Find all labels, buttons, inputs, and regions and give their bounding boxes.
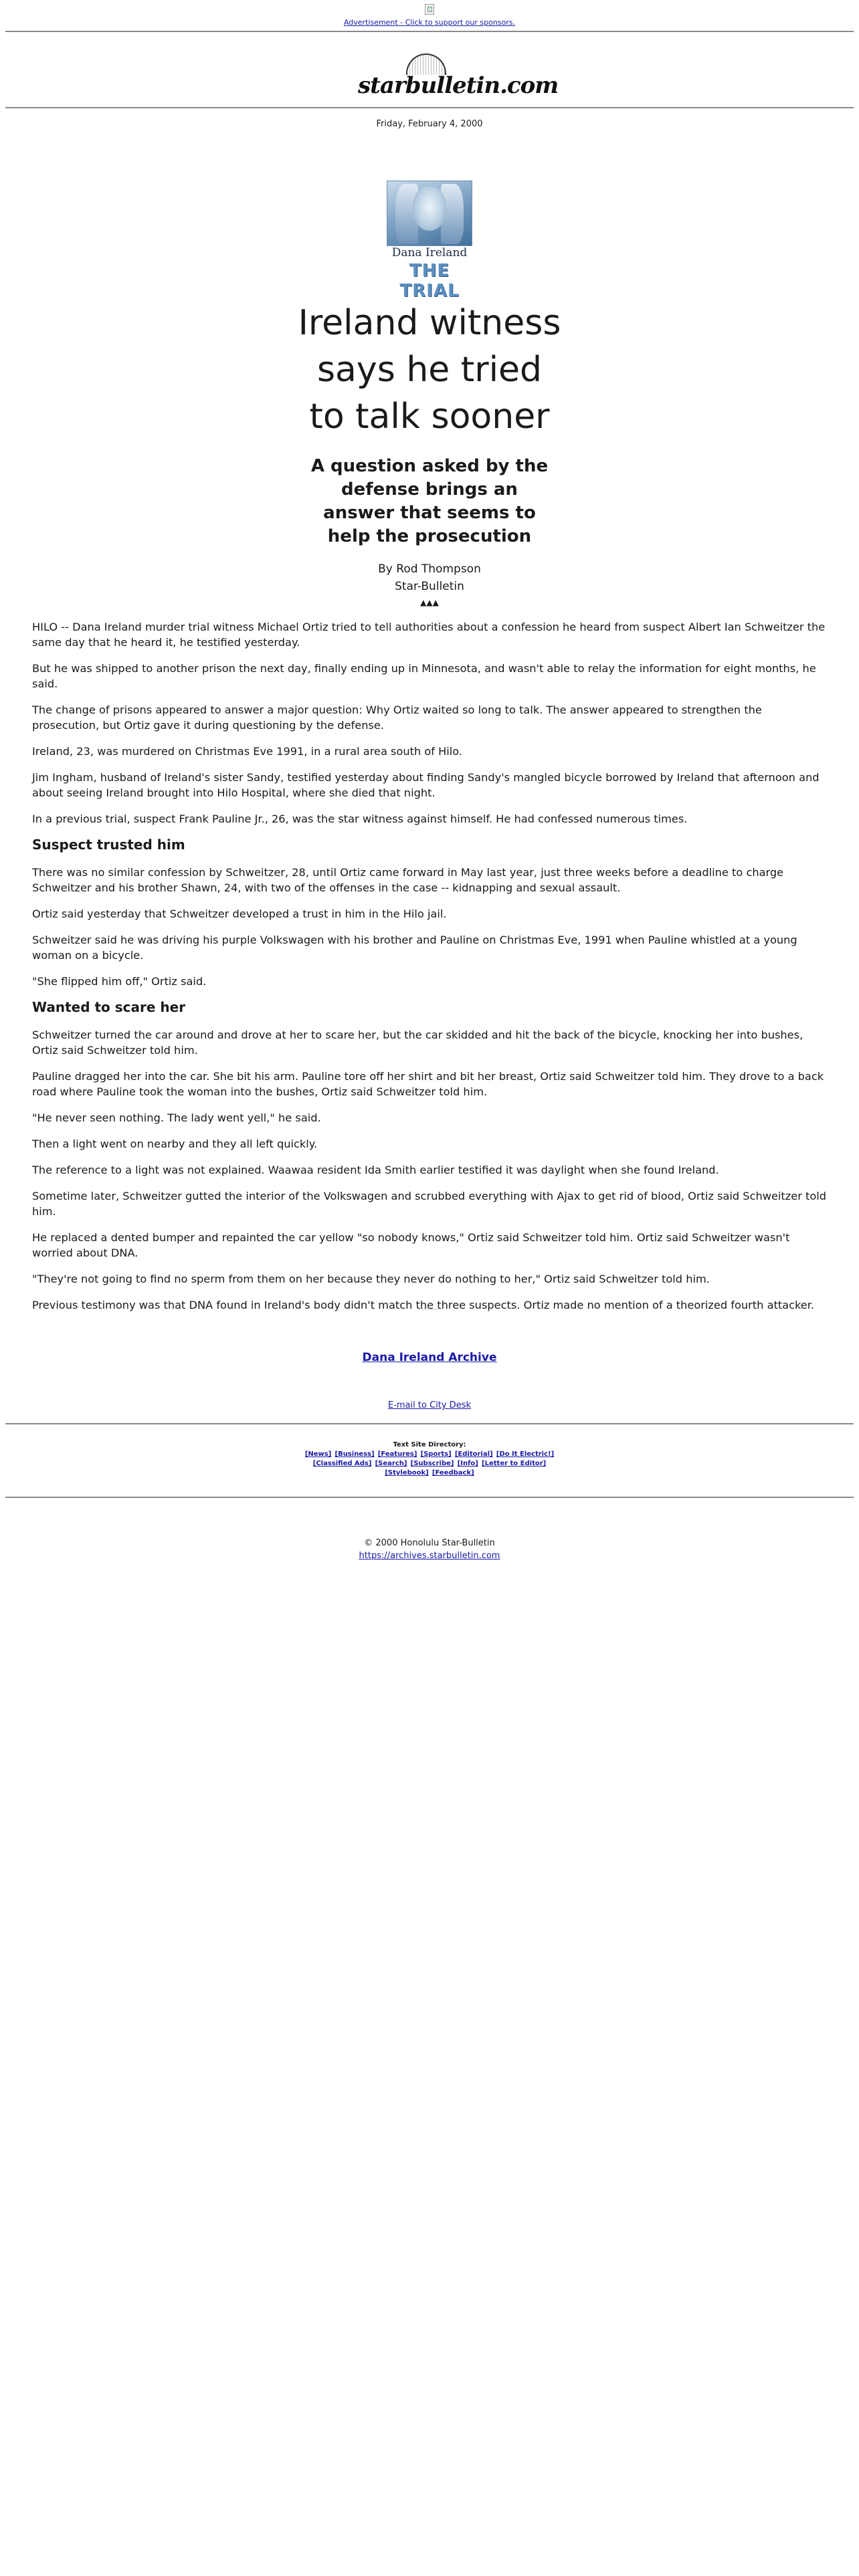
copyright: © 2000 Honolulu Star-Bulletin [364, 1538, 495, 1548]
article-paragraph: "He never seen nothing. The lady went yell," he said. [32, 1111, 321, 1124]
directory-title: Text Site Directory: [393, 1441, 466, 1448]
directory-link-classified-ads[interactable]: [Classified Ads] [312, 1460, 372, 1467]
article-paragraph: "They're not going to find no sperm from them on her because they never do nothing to her," Ortiz said Schweitzer told him. [32, 1273, 710, 1285]
article-paragraph: Jim Ingham, husband of Ireland's sister Sandy, testified yesterday about finding Sandy's mangled bicycle borrowed by Ireland that afternoon and about seeing Ireland brought into Hilo Hospital, where she died that night. [32, 771, 820, 799]
directory-link-business[interactable]: [Business] [335, 1451, 375, 1458]
headline: Ireland witness says he tried to talk sooner [298, 303, 561, 437]
trial-logo-title: THE TRIAL [399, 261, 460, 301]
article-paragraph: Schweitzer turned the car around and drove at her to scare her, but the car skidded and hit the back of the bicycle, knocking her into bushes, Ortiz said Schweitzer told him. [32, 1029, 803, 1057]
directory-link-info[interactable]: [Info] [457, 1460, 478, 1467]
archives-url-link[interactable]: https://archives.starbulletin.com [359, 1551, 500, 1561]
byline-author: By Rod Thompson [378, 562, 481, 576]
article-paragraph: HILO -- Dana Ireland murder trial witness Michael Ortiz tried to tell authorities about a confession he heard from suspect Albert Ian Schweitzer the same day that he heard it, he testified yesterday. [32, 621, 826, 649]
article-paragraph: Pauline dragged her into the car. She bit his arm. Pauline tore off her shirt and bit her breast, Ortiz said Schweitzer told him. They drove to a back road where Pauline took the woman into the bushes, Ortiz said Schweitzer told him. [32, 1070, 824, 1098]
email-city-desk-link[interactable]: E-mail to City Desk [388, 1400, 471, 1410]
directory-divider-bottom [5, 1497, 854, 1498]
article-paragraph: Ireland, 23, was murdered on Christmas Eve 1991, in a rural area south of Hilo. [32, 745, 463, 758]
article-paragraph: There was no similar confession by Schweitzer, 28, until Ortiz came forward in May last year, just three weeks before a deadline to charge Schweitzer and his brother Shawn, 24, with two of the offenses in the case -- kidnapping and sexual assault. [32, 866, 784, 894]
article-paragraph: Schweitzer said he was driving his purple Volkswagen with his brother and Pauline on Christmas Eve, 1991 when Pauline whistled at a young woman on a bicycle. [32, 934, 797, 962]
trial-logo-name: Dana Ireland [391, 246, 468, 259]
article-paragraph: The reference to a light was not explained. Waawaa resident Ida Smith earlier testified it was daylight when she found Ireland. [32, 1164, 719, 1176]
article-body [32, 619, 832, 1323]
directory-link-letter-to-editor[interactable]: [Letter to Editor] [482, 1460, 547, 1467]
ad-link[interactable]: Advertisement - Click to support our sponsors. [343, 18, 516, 27]
article-paragraph: But he was shipped to another prison the next day, finally ending up in Minnesota, and wasn't able to relay the information for eight months, he said. [32, 662, 816, 690]
broken-image-icon[interactable] [425, 4, 434, 15]
article-paragraph: In a previous trial, suspect Frank Pauline Jr., 26, was the star witness against himself. He had confessed numerous times. [32, 813, 688, 825]
directory-link-feedback[interactable]: [Feedback] [432, 1469, 474, 1477]
separator-triangles: ▲▲▲ [420, 598, 439, 607]
article-paragraph: Ortiz said yesterday that Schweitzer developed a trust in him in the Hilo jail. [32, 907, 447, 920]
directory-row-1 [0, 1450, 859, 1459]
section-heading: Wanted to scare her [32, 999, 186, 1015]
trial-logo [384, 181, 475, 301]
subheadline: A question asked by the defense brings an answer that seems to help the prosecution [310, 456, 549, 546]
logo-text: starbulletin.com [358, 72, 559, 99]
directory-link-do-it-electric[interactable]: [Do It Electric!] [496, 1451, 555, 1458]
site-directory [0, 1440, 859, 1478]
site-logo[interactable] [358, 53, 559, 100]
directory-row-2 [0, 1459, 859, 1469]
ad-banner[interactable] [0, 0, 859, 27]
article-paragraph: He replaced a dented bumper and repainted the car yellow "so nobody knows," Ortiz said Schweitzer told him. Ortiz said Schweitzer wasn't worried about DNA. [32, 1231, 790, 1259]
directory-row-3 [0, 1469, 859, 1478]
masthead [0, 33, 859, 107]
directory-link-features[interactable]: [Features] [377, 1451, 417, 1458]
email-section [0, 1400, 859, 1410]
article-paragraph: The change of prisons appeared to answer a major question: Why Ortiz waited so long to talk. The answer appeared to strengthen the prosecution, but Ortiz gave it during questioning by the defense. [32, 704, 762, 732]
article-paragraph: Sometime later, Schweitzer gutted the interior of the Volkswagen and scrubbed everything with Ajax to get rid of blood, Ortiz said Schweitzer told him. [32, 1190, 827, 1218]
directory-divider-top [5, 1423, 854, 1424]
directory-link-news[interactable]: [News] [304, 1451, 332, 1458]
masthead-divider [5, 107, 854, 108]
article-paragraph: "She flipped him off," Ortiz said. [32, 975, 207, 988]
section-heading: Suspect trusted him [32, 837, 185, 853]
top-divider [5, 31, 854, 32]
directory-link-search[interactable]: [Search] [375, 1460, 407, 1467]
article-paragraph: Then a light went on nearby and they all left quickly. [32, 1138, 318, 1150]
byline-publication: Star-Bulletin [395, 580, 464, 593]
footer [0, 1537, 859, 1562]
directory-link-editorial[interactable]: [Editorial] [454, 1451, 493, 1458]
byline [296, 560, 563, 595]
archive-section [0, 1351, 859, 1364]
portrait-image [387, 181, 472, 246]
article-paragraph: Previous testimony was that DNA found in Ireland's body didn't match the three suspects. Ortiz made no mention of a theorized fourth attacker. [32, 1299, 815, 1311]
directory-link-subscribe[interactable]: [Subscribe] [410, 1460, 454, 1467]
directory-link-sports[interactable]: [Sports] [420, 1451, 452, 1458]
archive-link[interactable]: Dana Ireland Archive [362, 1351, 497, 1364]
directory-link-stylebook[interactable]: [Stylebook] [385, 1469, 429, 1477]
dateline: Friday, February 4, 2000 [376, 119, 483, 129]
